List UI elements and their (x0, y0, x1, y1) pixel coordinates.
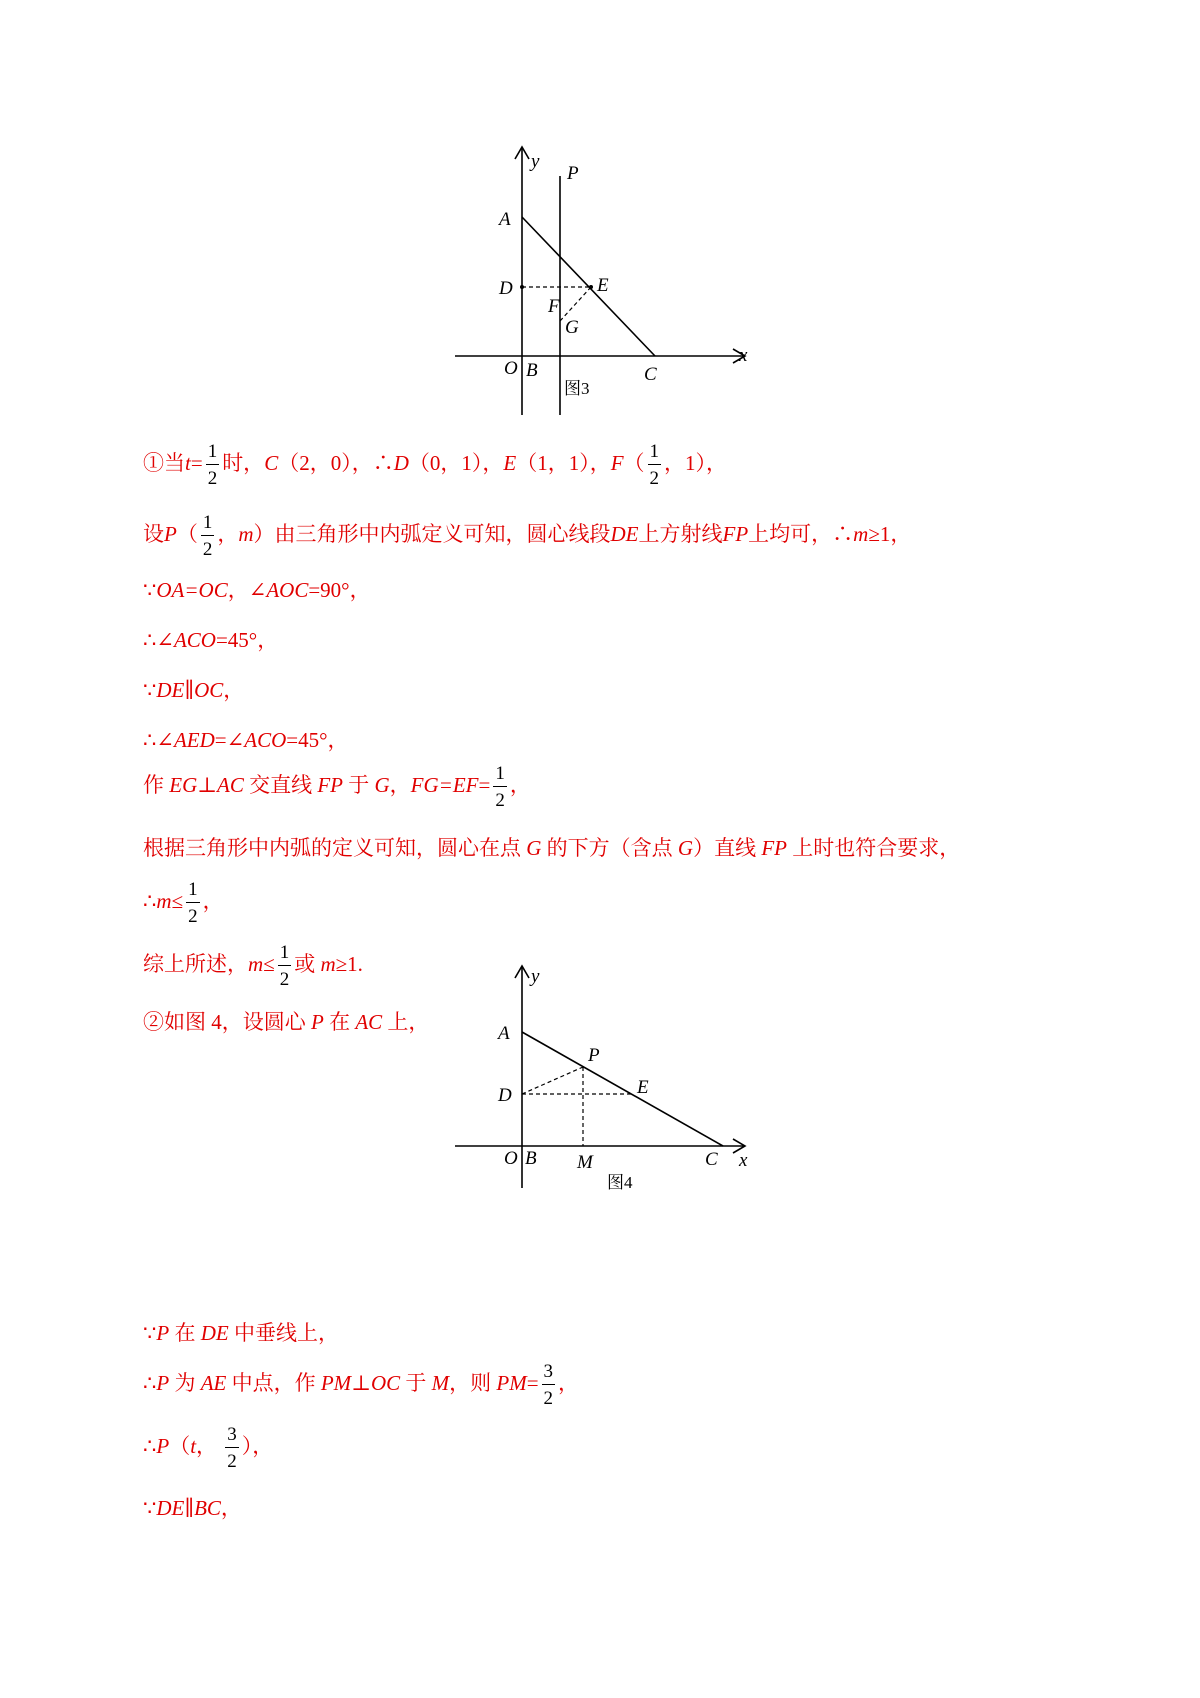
solution-line-10: 综上所述，m≤ $\frac{1}{2}$ 或 m≥1. (143, 942, 363, 990)
solution-line-14: ∴P（t， $\frac{3}{2}$ ）， (143, 1424, 274, 1472)
label-g: G (565, 317, 579, 338)
fraction: $\frac{3}{2}$ (227, 1424, 237, 1472)
label-e: E (637, 1077, 649, 1098)
solution-line-12: ∵P 在 DE 中垂线上， (143, 1321, 339, 1345)
label-f: F (548, 296, 560, 317)
label-m: M (577, 1152, 593, 1173)
label-c: C (705, 1149, 718, 1170)
label-c: C (644, 364, 657, 385)
fraction: $\frac{1}{2}$ (202, 512, 213, 560)
solution-line-15: ∵DE∥BC， (143, 1496, 242, 1520)
fraction: $\frac{1}{2}$ (279, 942, 290, 990)
fraction: $\frac{3}{2}$ (543, 1361, 554, 1409)
solution-line-2: 设P（ $\frac{1}{2}$ ，m）由三角形中内弧定义可知，圆心线段DE上方射线FP上均可，∴m≥1， (143, 512, 912, 560)
solution-line-3: ∵OA=OC，∠AOC=90°， (143, 578, 371, 602)
solution-line-13: ∴P 为 AE 中点，作 PM⊥OC 于 M，则 PM= $\frac{3}{2}$ ， (143, 1361, 580, 1409)
figure-4 (455, 958, 755, 1198)
segment-dp (522, 1067, 583, 1094)
figure-3 (455, 145, 755, 415)
fraction: $\frac{1}{2}$ (649, 441, 660, 489)
label-x: x (739, 345, 748, 366)
figure-3-diagram (455, 145, 755, 415)
label-p: P (588, 1045, 600, 1066)
label-o: O (504, 358, 518, 379)
solution-line-6: ∴∠AED=∠ACO=45°， (143, 728, 349, 752)
figure-3-caption: 图3 (564, 379, 590, 398)
label-o: O (504, 1148, 518, 1169)
solution-line-7: 作 EG⊥AC 交直线 FP 于 G，FG=EF= $\frac{1}{2}$ ， (143, 763, 531, 811)
label-a: A (498, 1023, 510, 1044)
solution-line-1: ①当t= $\frac{1}{2}$ 时，C（2，0），∴D（0，1），E（1，1），F（ $\frac{1}{2}$ ，1）， (143, 441, 728, 489)
figure-4-caption: 图4 (607, 1173, 633, 1192)
fraction: $\frac{1}{2}$ (207, 441, 218, 489)
label-d: D (499, 278, 513, 299)
solution-line-8: 根据三角形中内弧的定义可知，圆心在点 G 的下方（含点 G）直线 FP 上时也符合要求， (143, 836, 961, 860)
label-p: P (567, 163, 579, 184)
label-a: A (499, 209, 511, 230)
fraction: $\frac{1}{2}$ (188, 879, 198, 927)
fraction: $\frac{1}{2}$ (495, 763, 505, 811)
solution-line-9: ∴m≤ $\frac{1}{2}$ ， (143, 879, 224, 927)
label-y: y (531, 151, 540, 172)
label-b: B (525, 1148, 537, 1169)
label-e: E (597, 275, 609, 296)
solution-line-11: ②如图 4，设圆心 P 在 AC 上， (143, 1010, 430, 1034)
figure-4-diagram (455, 958, 755, 1198)
label-b: B (526, 360, 538, 381)
solution-line-4: ∴∠ACO=45°， (143, 628, 279, 652)
segment-ac (522, 1032, 723, 1146)
segment-eg (560, 287, 591, 321)
label-x: x (739, 1150, 748, 1171)
label-y: y (531, 966, 540, 987)
solution-line-5: ∵DE∥OC， (143, 678, 245, 702)
label-d: D (498, 1085, 512, 1106)
